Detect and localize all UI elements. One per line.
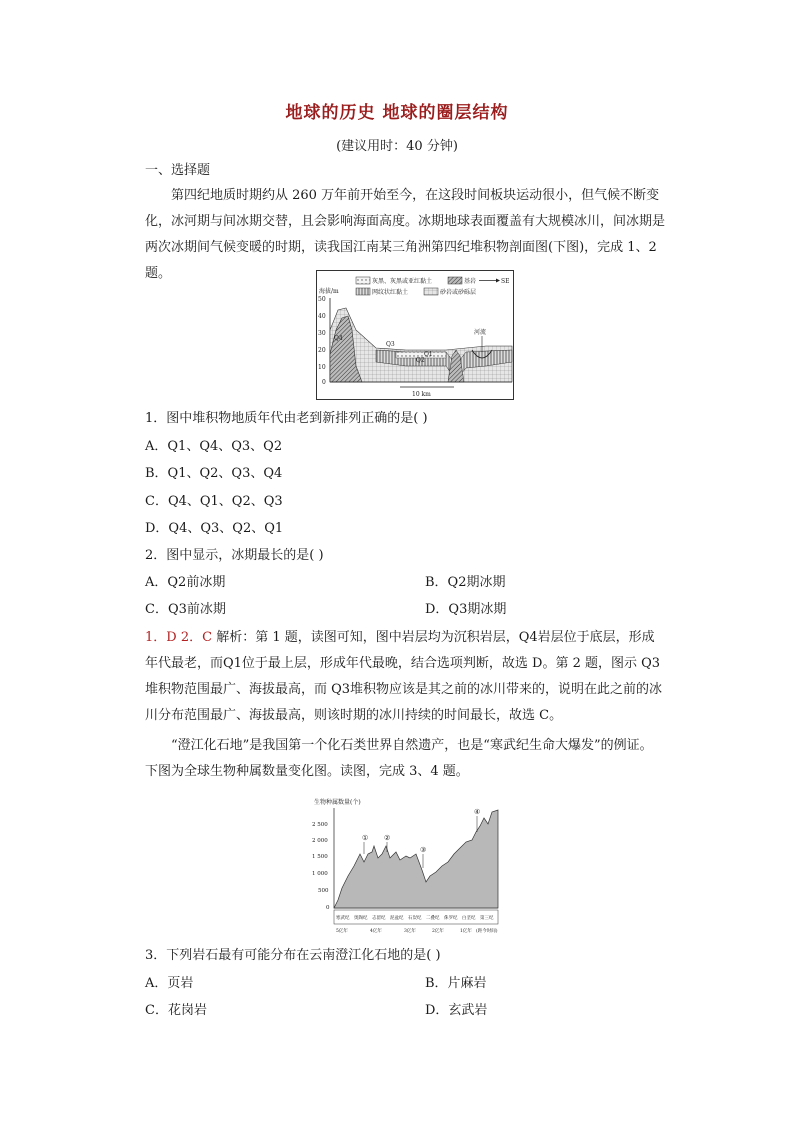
time-tick: 2亿年 bbox=[432, 929, 444, 934]
biodiversity-figure bbox=[312, 796, 500, 936]
question-2-option-b[interactable]: B．Q2期冰期 bbox=[425, 575, 506, 590]
time-hint: (建议用时：40 分钟) bbox=[336, 139, 458, 154]
period-label: 侏罗纪 bbox=[444, 916, 458, 921]
y-tick: 0 bbox=[326, 905, 330, 911]
period-label: 寒武纪 bbox=[336, 916, 350, 921]
y-tick: 500 bbox=[318, 888, 329, 894]
y-tick: 50 bbox=[318, 296, 326, 303]
question-3-option-a[interactable]: A．页岩 bbox=[145, 976, 194, 991]
marker-2: ② bbox=[384, 834, 391, 842]
legend-sand: 砂岩或砂砾层 bbox=[440, 289, 477, 296]
y-tick: 30 bbox=[318, 330, 326, 337]
marker-1: ① bbox=[362, 834, 369, 842]
period-label: 泥盆纪 bbox=[390, 916, 404, 921]
y-tick: 2 500 bbox=[312, 822, 328, 828]
label-q2: Q2 bbox=[416, 357, 425, 364]
legend-red-clay: 网纹状红黏土 bbox=[372, 289, 409, 296]
answer-key: 1．D 2．C bbox=[145, 630, 213, 645]
question-2-option-c[interactable]: C．Q3前冰期 bbox=[145, 602, 226, 617]
passage-1: 第四纪地质时期约从 260 万年前开始至今，在这段时间板块运动很小，但气候不断变化，冰河期与间冰期交替，且会影响海面高度。冰期地球表面覆盖有大规模冰川，间冰期是两次冰期间气候变暖的时期，读我国江南某三角洲第四纪堆积物剖面图(下图)，完成 1、2 题。 bbox=[145, 188, 666, 281]
marker-3: ③ bbox=[420, 846, 427, 854]
question-1-option-c[interactable]: C．Q4、Q1、Q2、Q3 bbox=[145, 494, 283, 509]
answer-text: 解析：第 1 题，读图可知，图中岩层均为沉积岩层，Q4岩层位于底层，形成年代最老，而Q1位于最上层，形成年代最晚，结合选项判断，故选 D。第 2 题，图示 Q3堆积物范围最广、海拔最高，而 Q3堆积物应该是其之前的冰川带来的，说明在此之前的冰川分布范围最广、海拔最高，则该时期的冰川持续的时间最长，故选 C。 bbox=[145, 630, 663, 723]
question-1-option-a[interactable]: A．Q1、Q4、Q3、Q2 bbox=[145, 439, 283, 454]
time-tick: 3亿年 bbox=[404, 929, 416, 934]
question-2-option-a[interactable]: A．Q2前冰期 bbox=[145, 575, 226, 590]
legend-bedrock: 基岩 bbox=[464, 278, 477, 285]
page-title: 地球的历史 地球的圈层结构 bbox=[285, 103, 509, 123]
period-label: 志留纪 bbox=[372, 916, 386, 921]
passage-2: “澄江化石地”是我国第一个化石类世界自然遗产，也是“寒武纪生命大爆发”的例证。下图为全球生物种属数量变化图。读图，完成 3、4 题。 bbox=[145, 738, 653, 779]
time-tick: 5亿年 bbox=[336, 929, 348, 934]
period-label: 二叠纪 bbox=[426, 916, 440, 921]
y-axis-label: 海拔/m bbox=[319, 288, 339, 295]
question-1-stem: 1．图中堆积物地质年代由老到新排列正确的是( ) bbox=[145, 411, 428, 426]
label-q4: Q4 bbox=[334, 335, 343, 342]
question-2-option-d[interactable]: D．Q3期冰期 bbox=[425, 602, 507, 617]
river-label: 河流 bbox=[474, 329, 487, 336]
time-tick: 1亿年 bbox=[460, 929, 472, 934]
profile-figure bbox=[316, 270, 514, 400]
y-tick: 0 bbox=[322, 379, 326, 386]
time-tick: (距今时间) bbox=[476, 929, 498, 934]
y-axis-label: 生物种属数量(个) bbox=[314, 799, 361, 806]
question-3-option-c[interactable]: C．花岗岩 bbox=[145, 1003, 207, 1018]
answer-explanation bbox=[145, 625, 665, 729]
question-3-option-d[interactable]: D．玄武岩 bbox=[425, 1003, 488, 1018]
y-tick: 40 bbox=[318, 313, 326, 320]
label-q1: Q1 bbox=[424, 351, 433, 358]
legend-swatch-bedrock bbox=[448, 277, 462, 284]
question-1-option-b[interactable]: B．Q1、Q2、Q3、Q4 bbox=[145, 466, 283, 481]
period-label: 奥陶纪 bbox=[354, 916, 368, 921]
legend-se: SE bbox=[501, 278, 510, 285]
section-heading: 一、选择题 bbox=[145, 163, 211, 178]
question-1-option-d[interactable]: D．Q4、Q3、Q2、Q1 bbox=[145, 521, 284, 536]
period-label: 石炭纪 bbox=[408, 916, 422, 921]
y-tick: 1 000 bbox=[312, 871, 328, 877]
time-tick: 4亿年 bbox=[370, 929, 382, 934]
legend-swatch-clay bbox=[356, 277, 370, 284]
y-tick: 2 000 bbox=[312, 838, 328, 844]
scale-label: 10 km bbox=[412, 391, 431, 398]
question-3-option-b[interactable]: B．片麻岩 bbox=[425, 976, 487, 991]
question-2-stem: 2．图中显示，冰期最长的是( ) bbox=[145, 548, 324, 563]
legend-clay: 灰黑、灰黑或亚红黏土 bbox=[372, 278, 433, 285]
legend-swatch-red-clay bbox=[356, 288, 370, 295]
marker-4: ④ bbox=[474, 808, 481, 816]
period-label: 第三纪 bbox=[480, 916, 494, 921]
label-q3: Q3 bbox=[386, 341, 395, 348]
legend-swatch-sand bbox=[424, 288, 438, 295]
y-tick: 1 500 bbox=[312, 854, 328, 860]
question-3-stem: 3．下列岩石最有可能分布在云南澄江化石地的是( ) bbox=[145, 948, 441, 963]
y-tick: 20 bbox=[318, 347, 326, 354]
genera-curve bbox=[334, 810, 498, 908]
y-tick: 10 bbox=[318, 364, 326, 371]
period-label: 白垩纪 bbox=[462, 916, 476, 921]
